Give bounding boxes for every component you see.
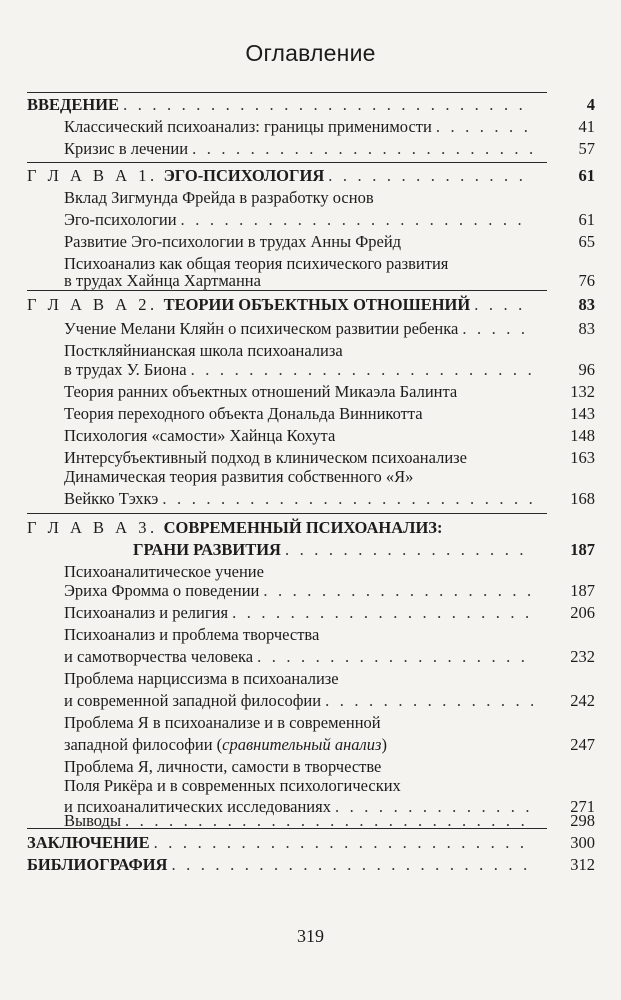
toc-page: 61 <box>578 210 595 229</box>
toc-page: 163 <box>570 448 595 467</box>
leader-dots <box>154 832 533 854</box>
toc-entry[interactable] <box>64 403 595 425</box>
toc-label: Поля Рикёра и в современных психологических <box>64 776 401 795</box>
toc-page: 300 <box>570 833 595 852</box>
chapter-prefix: Г Л А В А 1. <box>27 166 158 185</box>
divider <box>27 162 547 163</box>
toc-label: Психоанализ и религия <box>64 603 229 622</box>
toc-label: Проблема нарциссизма в психоанализе <box>64 669 339 688</box>
toc-entry[interactable] <box>64 488 595 510</box>
toc-label: Теория ранних объектных отношений Микаэла Балинта <box>64 382 458 401</box>
leader-dots <box>232 602 533 624</box>
toc-label: Вклад Зигмунда Фрейда в разработку основ <box>64 188 374 207</box>
toc-page: 247 <box>570 735 595 754</box>
leader-dots <box>285 539 533 561</box>
toc-label: и психоаналитических исследованиях <box>64 797 331 816</box>
toc-entry[interactable] <box>64 712 537 734</box>
leader-dots <box>162 488 533 510</box>
leader-dots <box>171 854 533 876</box>
toc-page: 298 <box>570 811 595 830</box>
toc-label: в трудах Хайнца Хартманна <box>64 271 261 290</box>
toc-page: 96 <box>578 360 595 379</box>
toc-entry[interactable] <box>64 646 595 668</box>
toc-label: и современной западной философии <box>64 691 322 710</box>
toc-label: Кризис в лечении <box>64 139 189 158</box>
toc-entry[interactable] <box>64 734 595 756</box>
toc-entry[interactable] <box>64 270 595 292</box>
leader-dots <box>325 690 533 712</box>
toc-entry-conclusion[interactable] <box>27 832 595 854</box>
chapter-prefix: Г Л А В А 3. <box>27 518 158 537</box>
leader-dots <box>181 209 533 231</box>
toc-label: СОВРЕМЕННЫЙ ПСИХОАНАЛИЗ: <box>163 518 443 537</box>
toc-label: Развитие Эго-психологии в трудах Анны Фрейд <box>64 232 402 251</box>
toc-entry[interactable] <box>64 318 595 340</box>
toc-chapter-1[interactable] <box>27 165 595 187</box>
leader-dots <box>263 580 533 602</box>
toc-label-italic: сравнительный анализ <box>222 735 382 754</box>
toc-page: 65 <box>578 232 595 251</box>
toc-label: и самотворчества человека <box>64 647 254 666</box>
toc-label: ВВЕДЕНИЕ <box>27 95 120 114</box>
toc-entry[interactable] <box>64 775 537 797</box>
toc-label: Проблема Я в психоанализе и в современной <box>64 713 381 732</box>
toc-label: ЭГО-ПСИХОЛОГИЯ <box>163 166 325 185</box>
toc-page: 61 <box>578 166 595 185</box>
toc-label-end: ) <box>381 735 387 754</box>
toc-page: 57 <box>578 139 595 158</box>
page-number: 319 <box>297 926 324 946</box>
toc-page: 143 <box>570 404 595 423</box>
toc-entry[interactable] <box>64 466 537 488</box>
leader-dots <box>436 116 533 138</box>
toc-label: Психология «самости» Хайнца Кохута <box>64 426 336 445</box>
toc-label: Психоанализ как общая теория психического развития <box>64 254 449 273</box>
leader-dots <box>123 94 533 116</box>
toc-entry[interactable] <box>64 425 595 447</box>
toc-entry[interactable] <box>64 187 537 209</box>
toc-page: 187 <box>570 540 595 559</box>
leader-dots <box>474 294 533 316</box>
chapter-prefix: Г Л А В А 2. <box>27 295 158 314</box>
toc-entry[interactable] <box>64 602 595 624</box>
toc-entry[interactable] <box>64 810 595 832</box>
leader-dots <box>328 165 533 187</box>
toc-page: 168 <box>570 489 595 508</box>
toc-page: 83 <box>578 295 595 314</box>
toc-chapter-3[interactable] <box>27 517 537 539</box>
leader-dots <box>257 646 533 668</box>
leader-dots <box>125 810 533 832</box>
divider <box>27 92 547 93</box>
toc-label: Выводы <box>64 811 122 830</box>
toc-entry-bibliography[interactable] <box>27 854 595 876</box>
toc-entry[interactable] <box>64 359 595 381</box>
toc-label: Проблема Я, личности, самости в творчестве <box>64 757 382 776</box>
toc-page: 132 <box>570 382 595 401</box>
toc-page: 312 <box>570 855 595 874</box>
leader-dots <box>192 138 533 160</box>
toc-chapter-2[interactable] <box>27 294 595 316</box>
toc-label: БИБЛИОГРАФИЯ <box>27 855 168 874</box>
toc-label: Учение Мелани Кляйн о психическом развитии ребенка <box>64 319 459 338</box>
toc-entry[interactable] <box>64 116 595 138</box>
toc-entry[interactable] <box>64 668 537 690</box>
toc-page: 76 <box>578 271 595 290</box>
toc-entry[interactable] <box>64 580 595 602</box>
toc-label: Классический психоанализ: границы применимости <box>64 117 432 136</box>
toc-label: Интерсубъективный подход в клиническом психоанализе <box>64 448 468 467</box>
divider <box>27 513 547 514</box>
toc-label: Эриха Фромма о поведении <box>64 581 260 600</box>
toc-chapter-3-cont[interactable] <box>133 539 595 561</box>
toc-entry[interactable] <box>64 231 595 253</box>
toc-label: ГРАНИ РАЗВИТИЯ <box>133 540 281 559</box>
toc-label: Эго-психологии <box>64 210 177 229</box>
toc-page: 232 <box>570 647 595 666</box>
toc-page: 4 <box>586 95 595 114</box>
toc-entry[interactable] <box>64 209 595 231</box>
toc-label: Теория переходного объекта Дональда Винникотта <box>64 404 423 423</box>
toc-page: 83 <box>578 319 595 338</box>
toc-label: западной философии ( <box>64 735 223 754</box>
toc-label: ЗАКЛЮЧЕНИЕ <box>27 833 150 852</box>
toc-entry[interactable] <box>64 690 595 712</box>
toc-label: Психоанализ и проблема творчества <box>64 625 320 644</box>
toc-page: 206 <box>570 603 595 622</box>
toc-label: в трудах У. Биона <box>64 360 187 379</box>
toc-entry[interactable] <box>64 381 595 403</box>
leader-dots <box>462 318 533 340</box>
toc-page: 271 <box>570 797 595 816</box>
toc-label: Психоаналитическое учение <box>64 562 264 581</box>
toc-label: Посткляйнианская школа психоанализа <box>64 341 343 360</box>
page-title: Оглавление <box>245 40 376 66</box>
toc-label: Динамическая теория развития собственного «Я» <box>64 467 414 486</box>
toc-page: 187 <box>570 581 595 600</box>
toc-page: 41 <box>578 117 595 136</box>
toc-label: Вейкко Тэхкэ <box>64 489 159 508</box>
toc-label: ТЕОРИИ ОБЪЕКТНЫХ ОТНОШЕНИЙ <box>163 295 471 314</box>
toc-page: 148 <box>570 426 595 445</box>
toc-entry[interactable] <box>64 624 537 646</box>
leader-dots <box>191 359 533 381</box>
toc-entry[interactable] <box>64 138 595 160</box>
toc-page: 242 <box>570 691 595 710</box>
toc-entry-introduction[interactable] <box>27 94 595 116</box>
